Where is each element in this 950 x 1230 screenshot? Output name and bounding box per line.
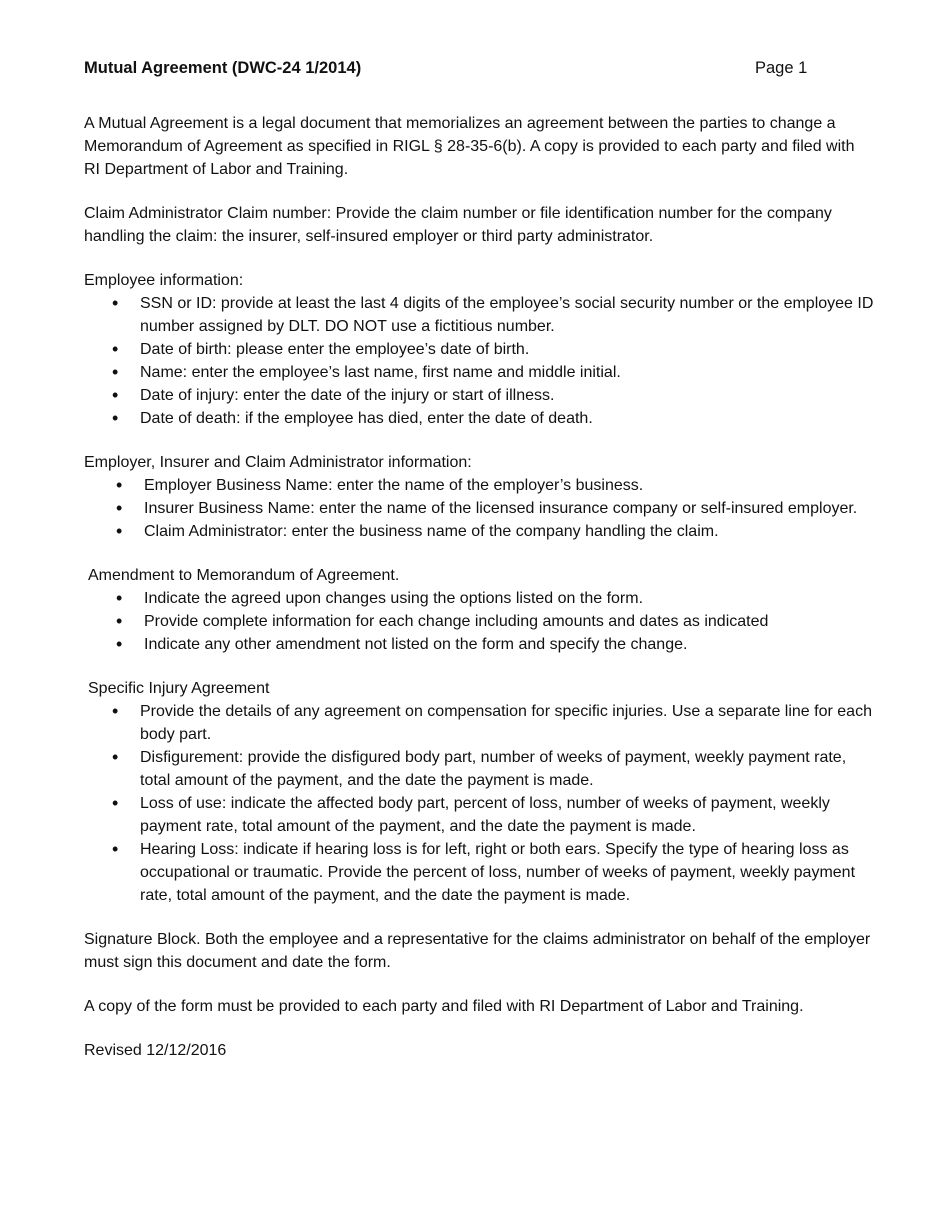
list-item: • SSN or ID: provide at least the last 4 digits of the employee’s social security number or the employee ID number assigned by DLT. DO NOT use a fictitious number. bbox=[84, 292, 874, 338]
employer-heading: Employer, Insurer and Claim Administrator information: bbox=[84, 454, 472, 471]
list-item: • Provide complete information for each change including amounts and dates as indicated bbox=[84, 610, 874, 633]
employer-section bbox=[84, 451, 874, 543]
amendment-list bbox=[84, 587, 874, 656]
specific-injury-section bbox=[84, 677, 874, 907]
employee-heading: Employee information: bbox=[84, 272, 244, 289]
list-item: • Loss of use: indicate the affected body part, percent of loss, number of weeks of payment, weekly payment rate, total amount of the payment, and the date the payment is made. bbox=[84, 792, 874, 838]
list-item: • Name: enter the employee’s last name, first name and middle initial. bbox=[84, 361, 874, 384]
intro-paragraph: A Mutual Agreement is a legal document that memorializes an agreement between the parties to change a Memorandum of Agreement as specified in RIGL § 28-35-6(b). A copy is provided to each party and filed with RI Department of Labor and Training. bbox=[84, 115, 855, 178]
amendment-section bbox=[84, 564, 874, 656]
list-item: • Disfigurement: provide the disfigured body part, number of weeks of payment, weekly payment rate, total amount of the payment, and the date the payment is made. bbox=[84, 746, 874, 792]
list-item: • Date of birth: please enter the employee’s date of birth. bbox=[84, 338, 874, 361]
signature-paragraph: Signature Block. Both the employee and a representative for the claims administrator on behalf of the employer must sign this document and date the form. bbox=[84, 931, 871, 971]
list-item: • Employer Business Name: enter the name of the employer’s business. bbox=[84, 474, 874, 497]
specific-injury-list bbox=[84, 700, 874, 907]
list-item: • Indicate any other amendment not listed on the form and specify the change. bbox=[84, 633, 874, 656]
list-item: • Hearing Loss: indicate if hearing loss is for left, right or both ears. Specify the type of hearing loss as occupational or traumatic. Provide the percent of loss, number of weeks of payment, weekly payment rate, total amount of the payment, and the date the payment is made. bbox=[84, 838, 874, 907]
list-item: • Claim Administrator: enter the business name of the company handling the claim. bbox=[84, 520, 874, 543]
document-header bbox=[84, 56, 874, 80]
employee-list bbox=[84, 292, 874, 430]
list-item: • Date of death: if the employee has died, enter the date of death. bbox=[84, 407, 874, 430]
claim-number-paragraph: Claim Administrator Claim number: Provide the claim number or file identification number for the company handling the claim: the insurer, self-insured employer or third party administrator. bbox=[84, 205, 832, 245]
list-item: • Insurer Business Name: enter the name of the licensed insurance company or self-insured employer. bbox=[84, 497, 874, 520]
document-page bbox=[84, 56, 874, 1062]
employee-section bbox=[84, 269, 874, 430]
list-item: • Indicate the agreed upon changes using the options listed on the form. bbox=[84, 587, 874, 610]
list-item: • Date of injury: enter the date of the injury or start of illness. bbox=[84, 384, 874, 407]
amendment-heading: Amendment to Memorandum of Agreement. bbox=[88, 567, 400, 584]
page-number: Page 1 bbox=[755, 59, 808, 77]
list-item: • Provide the details of any agreement on compensation for specific injuries. Use a separate line for each body part. bbox=[84, 700, 874, 746]
copy-note-paragraph: A copy of the form must be provided to each party and filed with RI Department of Labor and Training. bbox=[84, 998, 804, 1015]
employer-list bbox=[84, 474, 874, 543]
revised-date: Revised 12/12/2016 bbox=[84, 1042, 227, 1059]
document-title: Mutual Agreement (DWC-24 1/2014) bbox=[84, 59, 362, 77]
specific-injury-heading: Specific Injury Agreement bbox=[88, 680, 270, 697]
